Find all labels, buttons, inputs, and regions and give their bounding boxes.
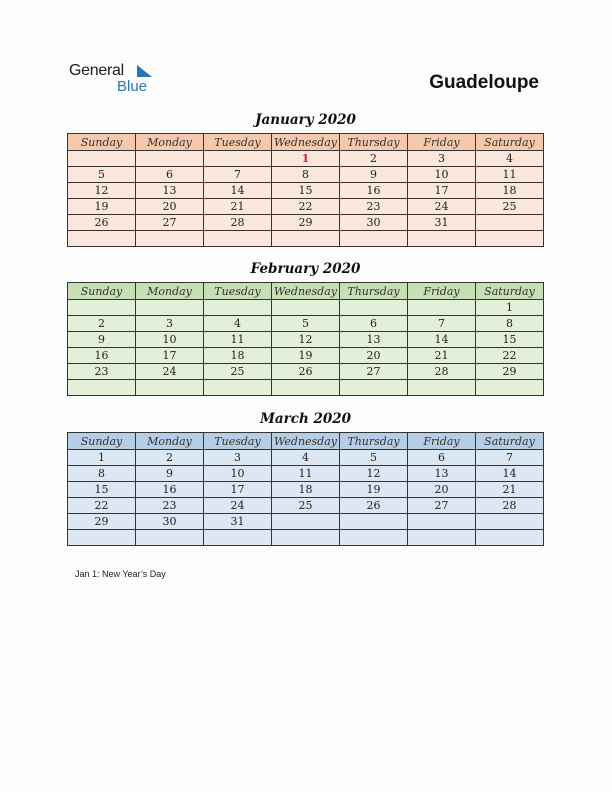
day-cell: 26 xyxy=(272,364,340,380)
day-cell: 18 xyxy=(476,183,544,199)
day-cell xyxy=(340,530,408,546)
weekday-header-row xyxy=(68,283,544,300)
weekday-header-row xyxy=(68,134,544,151)
day-cell: 3 xyxy=(408,151,476,167)
day-cell: 23 xyxy=(136,498,204,514)
day-cell: 13 xyxy=(408,466,476,482)
week-row xyxy=(68,151,544,167)
day-cell: 5 xyxy=(340,450,408,466)
weekday-header: Wednesday xyxy=(272,433,340,450)
day-cell: 17 xyxy=(408,183,476,199)
day-cell xyxy=(476,231,544,247)
day-cell xyxy=(408,380,476,396)
day-cell xyxy=(408,514,476,530)
day-cell: 2 xyxy=(68,316,136,332)
day-cell xyxy=(136,380,204,396)
holiday-day-cell: 1 xyxy=(272,151,340,167)
day-cell: 24 xyxy=(136,364,204,380)
day-cell: 19 xyxy=(68,199,136,215)
weekday-header: Tuesday xyxy=(204,134,272,151)
day-cell: 29 xyxy=(68,514,136,530)
day-cell: 5 xyxy=(272,316,340,332)
day-cell xyxy=(68,151,136,167)
day-cell: 15 xyxy=(476,332,544,348)
day-cell: 22 xyxy=(68,498,136,514)
day-cell: 3 xyxy=(136,316,204,332)
day-cell: 21 xyxy=(408,348,476,364)
day-cell xyxy=(272,300,340,316)
day-cell: 24 xyxy=(204,498,272,514)
day-cell: 25 xyxy=(476,199,544,215)
day-cell: 10 xyxy=(136,332,204,348)
day-cell: 1 xyxy=(68,450,136,466)
day-cell: 20 xyxy=(136,199,204,215)
day-cell xyxy=(68,530,136,546)
day-cell xyxy=(408,231,476,247)
day-cell: 13 xyxy=(136,183,204,199)
day-cell: 30 xyxy=(136,514,204,530)
weekday-header: Thursday xyxy=(340,134,408,151)
day-cell: 27 xyxy=(340,364,408,380)
day-cell: 19 xyxy=(340,482,408,498)
day-cell: 7 xyxy=(476,450,544,466)
week-row xyxy=(68,530,544,546)
day-cell: 13 xyxy=(340,332,408,348)
day-cell: 23 xyxy=(68,364,136,380)
day-cell: 25 xyxy=(272,498,340,514)
week-row xyxy=(68,332,544,348)
day-cell: 8 xyxy=(68,466,136,482)
day-cell xyxy=(136,530,204,546)
day-cell: 7 xyxy=(408,316,476,332)
day-cell xyxy=(204,300,272,316)
week-row xyxy=(68,183,544,199)
week-row xyxy=(68,167,544,183)
day-cell: 20 xyxy=(408,482,476,498)
day-cell: 14 xyxy=(476,466,544,482)
day-cell: 26 xyxy=(340,498,408,514)
day-cell: 3 xyxy=(204,450,272,466)
month-title-mar: March 2020 xyxy=(259,411,352,427)
day-cell: 27 xyxy=(408,498,476,514)
day-cell: 4 xyxy=(272,450,340,466)
day-cell: 31 xyxy=(408,215,476,231)
week-row xyxy=(68,316,544,332)
day-cell: 9 xyxy=(340,167,408,183)
day-cell xyxy=(272,231,340,247)
weekday-header: Sunday xyxy=(68,283,136,300)
week-row xyxy=(68,199,544,215)
day-cell: 20 xyxy=(340,348,408,364)
day-cell xyxy=(68,380,136,396)
weekday-header: Tuesday xyxy=(204,283,272,300)
day-cell: 15 xyxy=(272,183,340,199)
day-cell: 4 xyxy=(204,316,272,332)
day-cell: 1 xyxy=(476,300,544,316)
day-cell xyxy=(272,380,340,396)
day-cell: 30 xyxy=(340,215,408,231)
day-cell xyxy=(476,215,544,231)
day-cell: 8 xyxy=(272,167,340,183)
day-cell: 11 xyxy=(204,332,272,348)
day-cell: 10 xyxy=(408,167,476,183)
day-cell xyxy=(340,514,408,530)
weekday-header: Wednesday xyxy=(272,283,340,300)
month-title-jan: January 2020 xyxy=(255,112,356,128)
weekday-header: Friday xyxy=(408,283,476,300)
day-cell: 31 xyxy=(204,514,272,530)
day-cell: 12 xyxy=(340,466,408,482)
weekday-header: Thursday xyxy=(340,283,408,300)
day-cell xyxy=(476,380,544,396)
day-cell: 18 xyxy=(272,482,340,498)
day-cell: 28 xyxy=(204,215,272,231)
day-cell: 26 xyxy=(68,215,136,231)
day-cell: 27 xyxy=(136,215,204,231)
day-cell: 6 xyxy=(340,316,408,332)
day-cell xyxy=(204,530,272,546)
day-cell: 6 xyxy=(408,450,476,466)
day-cell: 16 xyxy=(136,482,204,498)
day-cell: 6 xyxy=(136,167,204,183)
day-cell: 29 xyxy=(476,364,544,380)
day-cell: 5 xyxy=(68,167,136,183)
day-cell: 15 xyxy=(68,482,136,498)
weekday-header: Saturday xyxy=(476,283,544,300)
day-cell: 2 xyxy=(340,151,408,167)
day-cell: 29 xyxy=(272,215,340,231)
day-cell xyxy=(340,380,408,396)
day-cell: 16 xyxy=(68,348,136,364)
day-cell: 2 xyxy=(136,450,204,466)
weekday-header: Saturday xyxy=(476,433,544,450)
day-cell: 19 xyxy=(272,348,340,364)
calendar-feb xyxy=(67,282,544,396)
day-cell: 18 xyxy=(204,348,272,364)
day-cell xyxy=(204,380,272,396)
day-cell xyxy=(68,231,136,247)
day-cell: 9 xyxy=(136,466,204,482)
weekday-header: Tuesday xyxy=(204,433,272,450)
day-cell xyxy=(408,530,476,546)
day-cell xyxy=(476,514,544,530)
country-title: Guadeloupe xyxy=(429,72,539,93)
holiday-note: Jan 1: New Year’s Day xyxy=(75,569,166,579)
week-row xyxy=(68,482,544,498)
day-cell: 17 xyxy=(204,482,272,498)
day-cell xyxy=(68,300,136,316)
day-cell: 24 xyxy=(408,199,476,215)
week-row xyxy=(68,348,544,364)
day-cell: 22 xyxy=(272,199,340,215)
day-cell: 25 xyxy=(204,364,272,380)
day-cell xyxy=(272,514,340,530)
day-cell: 22 xyxy=(476,348,544,364)
day-cell: 10 xyxy=(204,466,272,482)
day-cell: 28 xyxy=(476,498,544,514)
day-cell: 23 xyxy=(340,199,408,215)
day-cell xyxy=(136,300,204,316)
weekday-header: Monday xyxy=(136,283,204,300)
day-cell: 14 xyxy=(408,332,476,348)
day-cell xyxy=(408,300,476,316)
day-cell: 12 xyxy=(68,183,136,199)
day-cell: 14 xyxy=(204,183,272,199)
weekday-header: Sunday xyxy=(68,134,136,151)
day-cell xyxy=(204,231,272,247)
weekday-header-row xyxy=(68,433,544,450)
weekday-header: Thursday xyxy=(340,433,408,450)
weekday-header: Friday xyxy=(408,433,476,450)
weekday-header: Monday xyxy=(136,134,204,151)
weekday-header: Saturday xyxy=(476,134,544,151)
day-cell: 11 xyxy=(272,466,340,482)
day-cell: 21 xyxy=(476,482,544,498)
week-row xyxy=(68,364,544,380)
day-cell xyxy=(136,231,204,247)
week-row xyxy=(68,514,544,530)
day-cell: 7 xyxy=(204,167,272,183)
day-cell xyxy=(136,151,204,167)
week-row xyxy=(68,466,544,482)
day-cell xyxy=(476,530,544,546)
month-title-feb: February 2020 xyxy=(250,261,361,277)
week-row xyxy=(68,300,544,316)
day-cell xyxy=(340,231,408,247)
day-cell: 9 xyxy=(68,332,136,348)
day-cell xyxy=(272,530,340,546)
day-cell: 11 xyxy=(476,167,544,183)
weekday-header: Monday xyxy=(136,433,204,450)
day-cell: 12 xyxy=(272,332,340,348)
logo-blue-text: Blue xyxy=(117,78,148,95)
logo-triangle-icon xyxy=(135,64,153,78)
day-cell: 16 xyxy=(340,183,408,199)
day-cell xyxy=(204,151,272,167)
week-row xyxy=(68,231,544,247)
week-row xyxy=(68,498,544,514)
weekday-header: Sunday xyxy=(68,433,136,450)
week-row xyxy=(68,450,544,466)
weekday-header: Wednesday xyxy=(272,134,340,151)
day-cell: 8 xyxy=(476,316,544,332)
logo-general-text: General xyxy=(69,62,124,79)
calendar-jan xyxy=(67,133,544,247)
logo xyxy=(69,62,169,96)
week-row xyxy=(68,380,544,396)
day-cell xyxy=(340,300,408,316)
weekday-header: Friday xyxy=(408,134,476,151)
day-cell: 28 xyxy=(408,364,476,380)
day-cell: 17 xyxy=(136,348,204,364)
calendar-mar xyxy=(67,432,544,546)
week-row xyxy=(68,215,544,231)
day-cell: 4 xyxy=(476,151,544,167)
day-cell: 21 xyxy=(204,199,272,215)
